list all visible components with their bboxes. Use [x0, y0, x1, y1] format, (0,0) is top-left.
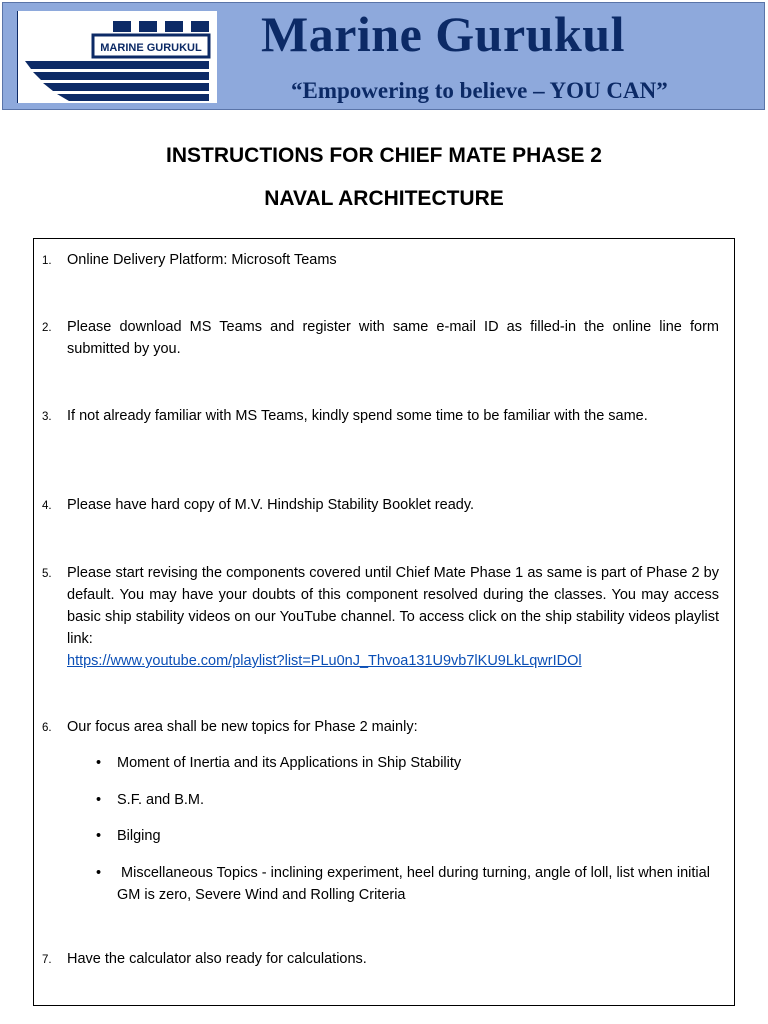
bullet-icon: •	[96, 865, 102, 881]
item-text: Please download MS Teams and register with same e-mail ID as filled-in the online line form submitted by you.	[67, 319, 719, 357]
bullet-icon: •	[96, 828, 102, 844]
item-number: 3.	[42, 411, 52, 423]
topic-text: Moment of Inertia and its Applications in Ship Stability	[117, 755, 462, 771]
brand-title: Marine Gurukul	[261, 6, 625, 62]
topic-text: Miscellaneous Topics - inclining experiment, heel during turning, angle of loll, list when initial GM is zero, Severe Wind and Rolling Criteria	[117, 865, 714, 903]
topic-text: Bilging	[117, 828, 161, 844]
item-text: Please have hard copy of M.V. Hindship Stability Booklet ready.	[67, 497, 475, 513]
brand-tagline: “Empowering to believe – YOU CAN”	[291, 78, 668, 103]
marine-gurukul-logo	[17, 11, 217, 103]
youtube-playlist-link[interactable]: https://www.youtube.com/playlist?list=PLu0nJ_Thvoa131U9vb7lKU9LkLqwrIDOl	[67, 653, 582, 669]
item-text: Our focus area shall be new topics for Phase 2 mainly:	[67, 719, 418, 735]
item-number: 1.	[42, 255, 52, 267]
document-title: INSTRUCTIONS FOR CHIEF MATE PHASE 2	[166, 144, 602, 167]
instructions-box	[33, 238, 735, 1006]
item-text: Please start revising the components covered until Chief Mate Phase 1 as same is part of Phase 2 by default. You may have your doubts of this component resolved during the classes. You may access basic ship stability videos on our YouTube channel. To access click on the ship stability videos playlist link:	[67, 565, 719, 647]
topic-text: S.F. and B.M.	[117, 792, 205, 808]
item-number: 4.	[42, 500, 52, 512]
bullet-icon: •	[96, 755, 102, 771]
logo-name-text: MARINE GURUKUL	[100, 42, 202, 54]
bullet-icon: •	[96, 792, 102, 808]
item-number: 2.	[42, 322, 52, 334]
item-number: 6.	[42, 722, 52, 734]
item-number: 5.	[42, 568, 52, 580]
document-subtitle: NAVAL ARCHITECTURE	[264, 187, 504, 210]
item-text: Online Delivery Platform: Microsoft Teams	[67, 252, 337, 268]
ship-logo-icon	[17, 11, 217, 103]
header-banner	[2, 2, 765, 110]
item-text: Have the calculator also ready for calculations.	[67, 951, 367, 967]
item-text: If not already familiar with MS Teams, kindly spend some time to be familiar with the same.	[67, 408, 648, 424]
item-number: 7.	[42, 954, 52, 966]
